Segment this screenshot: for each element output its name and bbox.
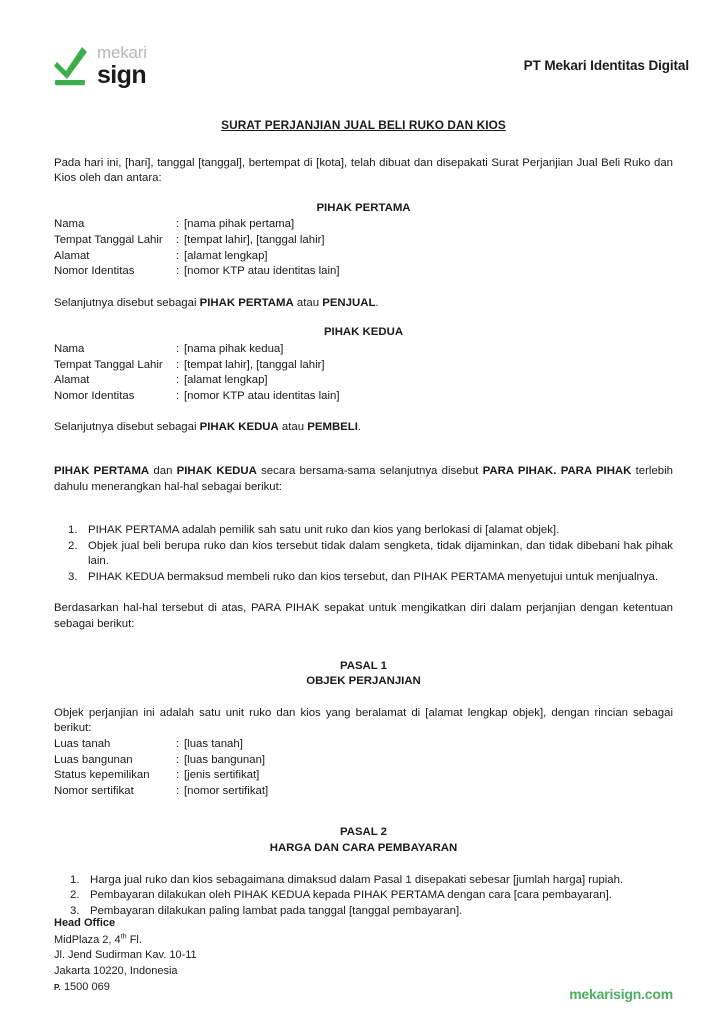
- pasal-1-fields: [54, 737, 268, 799]
- party-one-fields: [54, 217, 340, 279]
- field-value: [luas bangunan]: [184, 753, 266, 766]
- designation-prefix: Selanjutnya disebut sebagai: [54, 421, 200, 434]
- head-office-block: [54, 916, 673, 996]
- address-line-1-floor: Fl.: [126, 933, 142, 946]
- field-row: [54, 373, 340, 389]
- combined-text-3: terlebih dahulu menerangkan hal-hal sebagai berikut:: [54, 464, 673, 493]
- document-body: [54, 118, 673, 919]
- field-label: Luas bangunan: [54, 753, 133, 766]
- field-colon: :: [176, 358, 180, 371]
- document-footer: [54, 916, 673, 1002]
- party-two-heading: PIHAK KEDUA: [323, 326, 404, 339]
- list-item: Pembayaran dilakukan paling lambat pada tanggal [tanggal pembayaran].: [90, 904, 463, 917]
- field-row: [54, 784, 268, 800]
- address-line-3: Jakarta 10220, Indonesia: [54, 964, 178, 977]
- brand-wordmark: [97, 43, 147, 88]
- field-value: [jenis sertifikat]: [184, 769, 260, 782]
- address-line-1: [54, 930, 673, 949]
- designation-bold-party: PIHAK PERTAMA: [199, 296, 294, 309]
- field-label: Nama: [54, 342, 85, 355]
- field-value: [alamat lengkap]: [184, 374, 268, 387]
- pasal-1-heading: [54, 659, 673, 690]
- phone-number: 1500 069: [63, 981, 110, 993]
- field-colon: :: [176, 265, 180, 278]
- pasal-1-title: OBJEK PERJANJIAN: [306, 675, 421, 688]
- pasal-2-heading: [54, 825, 673, 856]
- designation-suffix: .: [357, 421, 362, 434]
- field-colon: :: [176, 738, 180, 751]
- combined-parties-paragraph: [54, 464, 673, 495]
- pasal-2-list: [54, 873, 673, 920]
- mekari-sign-logo: [54, 43, 147, 88]
- field-row: [54, 249, 340, 265]
- list-item: Harga jual ruko dan kios sebagaimana dimaksud dalam Pasal 1 disepakati sebesar [jumlah harga] rupiah.: [90, 873, 624, 886]
- field-row: [54, 768, 268, 784]
- field-value: [tempat lahir], [tanggal lahir]: [184, 233, 325, 246]
- field-value: [nama pihak kedua]: [184, 342, 284, 355]
- designation-suffix: .: [375, 296, 379, 309]
- field-row: [54, 264, 340, 280]
- field-colon: :: [176, 342, 180, 355]
- brand-word-sign: sign: [97, 60, 146, 89]
- designation-bold-role: PEMBELI: [307, 421, 358, 434]
- recitals-list: [54, 523, 673, 585]
- field-label: Luas tanah: [54, 738, 111, 751]
- field-label: Nomor Identitas: [54, 265, 135, 278]
- field-colon: :: [176, 769, 180, 782]
- field-value: [nomor KTP atau identitas lain]: [184, 389, 340, 402]
- company-name: PT Mekari Identitas Digital: [523, 57, 689, 73]
- head-office-title: Head Office: [54, 917, 116, 929]
- address-line-2: Jl. Jend Sudirman Kav. 10-11: [54, 949, 197, 961]
- field-value: [nama pihak pertama]: [184, 218, 295, 231]
- field-label: Status kepemilikan: [54, 769, 150, 782]
- field-colon: :: [176, 249, 180, 262]
- party-two-designation: [54, 420, 673, 436]
- designation-middle: atau: [293, 296, 323, 309]
- pasal-2-title: HARGA DAN CARA PEMBAYARAN: [269, 842, 458, 854]
- party-one-heading: PIHAK PERTAMA: [316, 201, 411, 214]
- field-row: [54, 737, 268, 753]
- agreement-paragraph: Berdasarkan hal-hal tersebut di atas, PARA PIHAK sepakat untuk mengikatkan diri dalam perjanjian dengan ketentuan sebagai berikut:: [54, 602, 673, 631]
- field-value: [nomor KTP atau identitas lain]: [184, 265, 340, 278]
- field-row: [54, 342, 340, 358]
- document-title: SURAT PERJANJIAN JUAL BELI RUKO DAN KIOS: [221, 118, 506, 132]
- combined-bold-3: PARA PIHAK. PARA PIHAK: [482, 464, 632, 477]
- combined-bold-2: PIHAK KEDUA: [176, 464, 257, 477]
- green-check-icon: [54, 44, 88, 86]
- combined-text-2: secara bersama-sama selanjutnya disebut: [256, 464, 483, 477]
- brand-word-mekari: mekari: [97, 42, 147, 62]
- field-label: Alamat: [54, 374, 90, 387]
- document-header: [0, 34, 725, 96]
- party-one-designation: [54, 296, 673, 312]
- field-colon: :: [176, 374, 180, 387]
- address-line-1-text: MidPlaza 2, 4: [54, 933, 121, 946]
- field-colon: :: [176, 753, 180, 766]
- website-url: mekarisign.com: [569, 986, 673, 1002]
- field-value: [alamat lengkap]: [184, 249, 268, 262]
- field-colon: :: [176, 389, 180, 402]
- party-two-fields: [54, 342, 340, 404]
- field-row: [54, 217, 340, 233]
- field-row: [54, 753, 268, 769]
- combined-text-1: dan: [149, 464, 177, 477]
- phone-prefix: P.: [54, 983, 61, 992]
- field-value: [nomor sertifikat]: [184, 784, 269, 797]
- field-colon: :: [176, 233, 180, 246]
- pasal-2-number: PASAL 2: [339, 826, 388, 839]
- field-label: Nomor Identitas: [54, 389, 135, 402]
- field-row: [54, 233, 340, 249]
- list-item: PIHAK PERTAMA adalah pemilik sah satu unit ruko dan kios yang berlokasi di [alamat objek].: [88, 524, 560, 537]
- list-item: Pembayaran dilakukan oleh PIHAK KEDUA kepada PIHAK PERTAMA dengan cara [cara pembayaran].: [90, 889, 612, 902]
- field-row: [54, 358, 340, 374]
- field-colon: :: [176, 218, 180, 231]
- list-item: PIHAK KEDUA bermaksud membeli ruko dan kios tersebut, dan PIHAK PERTAMA menyetujui untuk menjualnya.: [88, 570, 659, 583]
- field-label: Tempat Tanggal Lahir: [54, 358, 163, 371]
- field-row: [54, 389, 340, 405]
- field-colon: :: [176, 784, 180, 797]
- address-ordinal-suffix: th: [120, 930, 127, 940]
- intro-paragraph: Pada hari ini, [hari], tanggal [tanggal], bertempat di [kota], telah dibuat dan disepakati Surat Perjanjian Jual Beli Ruko dan Kios oleh dan antara:: [54, 156, 673, 185]
- combined-bold-1: PIHAK PERTAMA: [54, 464, 150, 477]
- field-label: Alamat: [54, 249, 90, 262]
- field-value: [tempat lahir], [tanggal lahir]: [184, 358, 325, 371]
- pasal-1-number: PASAL 1: [339, 659, 388, 672]
- field-label: Nomor sertifikat: [54, 784, 134, 797]
- designation-bold-party: PIHAK KEDUA: [199, 421, 279, 434]
- field-label: Nama: [54, 218, 85, 231]
- designation-prefix: Selanjutnya disebut sebagai: [54, 296, 200, 309]
- list-item: Objek jual beli berupa ruko dan kios tersebut tidak dalam sengketa, tidak dijaminkan, dan tidak dibebani hak pihak lain.: [88, 539, 673, 568]
- field-value: [luas tanah]: [184, 738, 243, 751]
- field-label: Tempat Tanggal Lahir: [54, 233, 163, 246]
- designation-bold-role: PENJUAL: [322, 296, 376, 309]
- pasal-1-intro: Objek perjanjian ini adalah satu unit ruko dan kios yang beralamat di [alamat lengkap objek], dengan rincian sebagai berikut:: [54, 706, 673, 735]
- designation-middle: atau: [278, 421, 308, 434]
